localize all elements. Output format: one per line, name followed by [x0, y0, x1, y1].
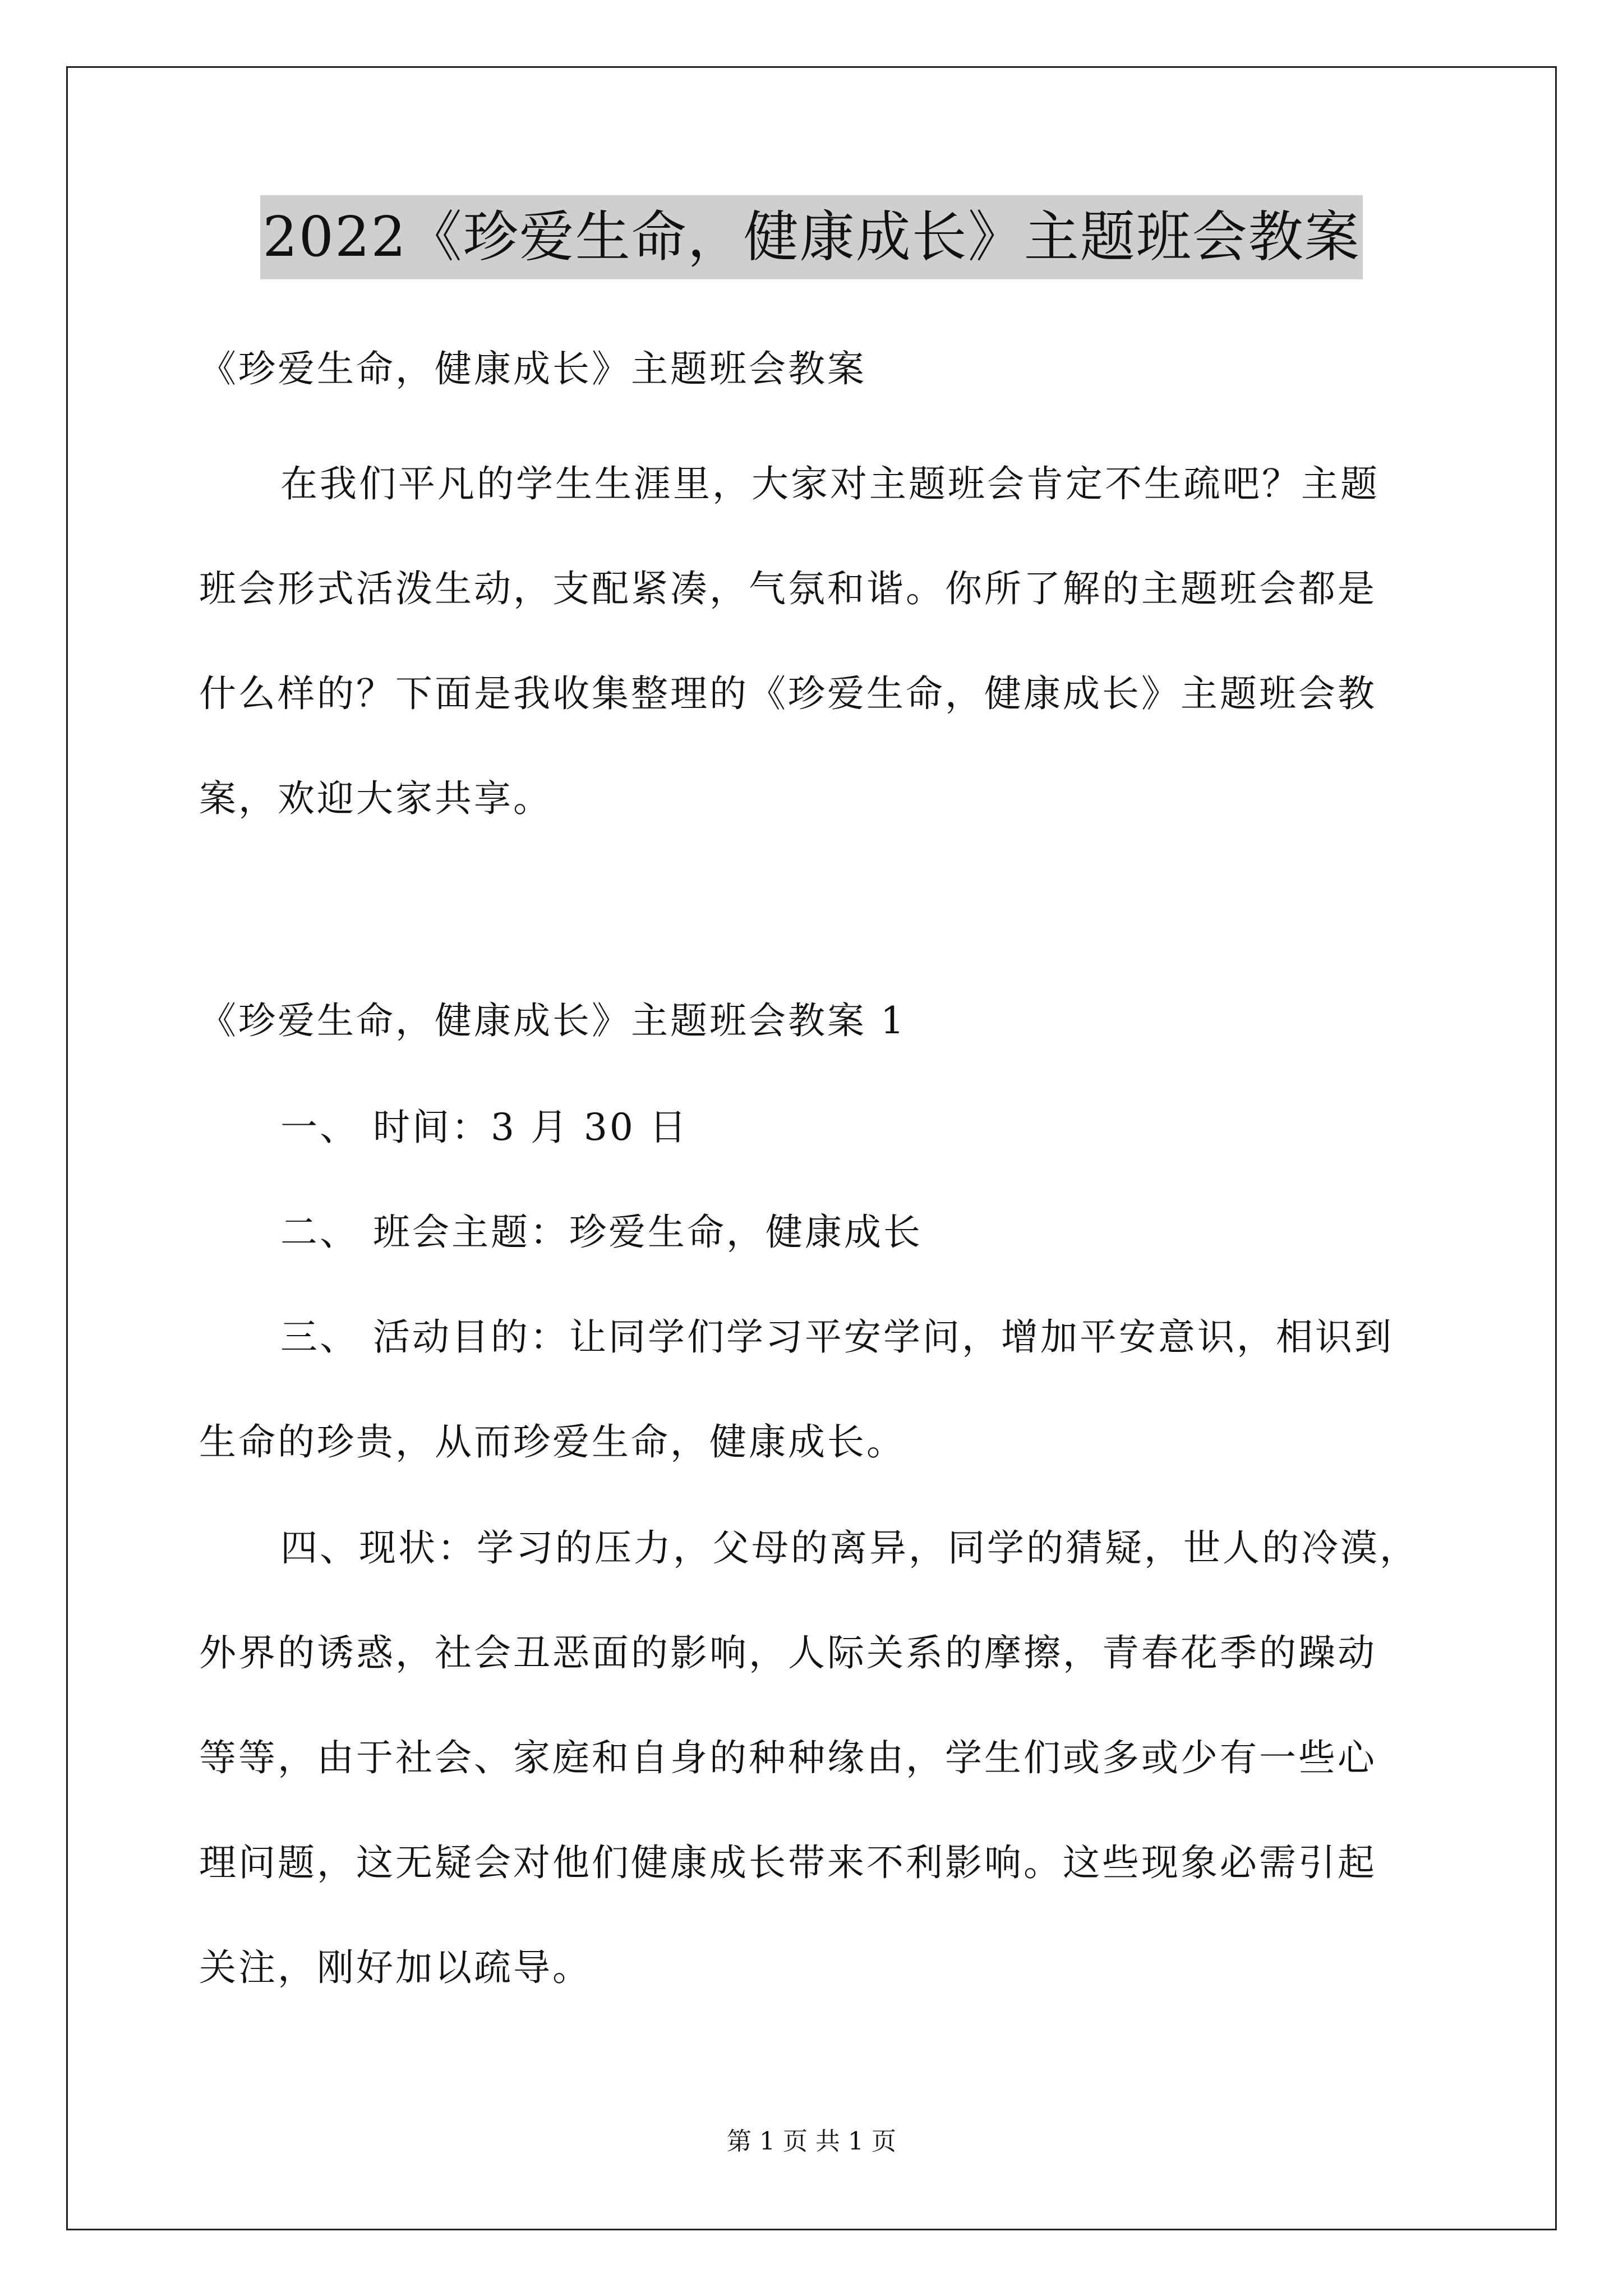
document-title: [0, 195, 1623, 279]
item-status-line-5: 关注，刚好加以疏导。: [199, 1946, 592, 1989]
item-purpose-line-2: 生命的珍贵，从而珍爱生命，健康成长。: [199, 1420, 906, 1464]
item-status-line-1: 四、现状：学习的压力，父母的离异，同学的猜疑，世人的冷漠，: [280, 1526, 1419, 1570]
intro-line-3: 什么样的？下面是我收集整理的《珍爱生命，健康成长》主题班会教: [199, 672, 1377, 715]
item-purpose-line-1: 三、 活动目的：让同学们学习平安学问，增加平安意识，相识到: [280, 1315, 1394, 1359]
section-heading: 《珍爱生命，健康成长》主题班会教案 1: [199, 999, 906, 1042]
page-number-footer: 第 1 页 共 1 页: [727, 2127, 896, 2156]
intro-line-2: 班会形式活泼生动，支配紧凑，气氛和谐。你所了解的主题班会都是: [199, 567, 1377, 610]
document-subtitle: 《珍爱生命，健康成长》主题班会教案: [199, 347, 866, 390]
item-status-line-2: 外界的诱惑，社会丑恶面的影响，人际关系的摩擦，青春花季的躁动: [199, 1631, 1377, 1674]
document-title-text: 2022《珍爱生命，健康成长》主题班会教案: [260, 195, 1362, 279]
item-status-line-4: 理问题，这无疑会对他们健康成长带来不利影响。这些现象必需引起: [199, 1841, 1377, 1884]
intro-line-1: 在我们平凡的学生生涯里，大家对主题班会肯定不生疏吧？主题: [280, 462, 1380, 505]
intro-line-4: 案，欢迎大家共享。: [199, 777, 552, 820]
item-time: 一、 时间：3 月 30 日: [280, 1106, 689, 1149]
item-status-line-3: 等等，由于社会、家庭和自身的种种缘由，学生们或多或少有一些心: [199, 1736, 1377, 1779]
item-theme: 二、 班会主题：珍爱生命，健康成长: [280, 1211, 923, 1254]
